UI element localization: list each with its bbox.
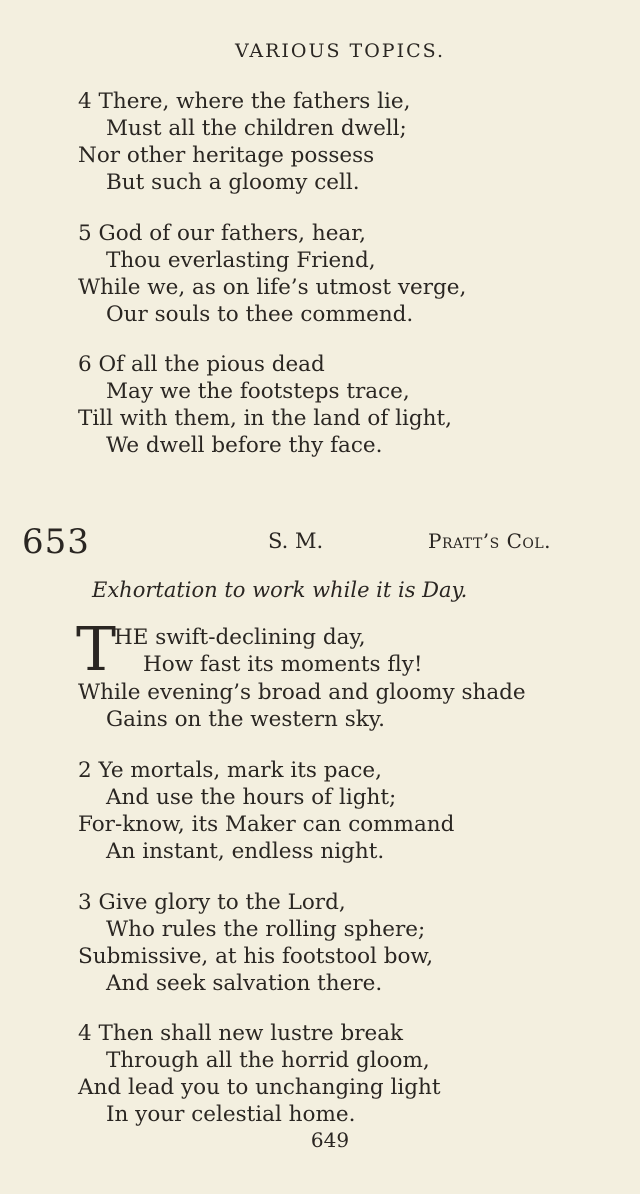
hymn-number: 653 bbox=[22, 522, 90, 562]
verse-text: Then shall new lustre break bbox=[98, 1021, 404, 1046]
stanza-line: We dwell before thy face. bbox=[106, 433, 383, 458]
stanza-line: For-know, its Maker can command bbox=[78, 812, 455, 837]
page-number: 649 bbox=[310, 1128, 350, 1152]
stanza-line: May we the footsteps trace, bbox=[106, 379, 410, 404]
verse-text: God of our fathers, hear, bbox=[98, 221, 366, 246]
stanza-line: Our souls to thee commend. bbox=[106, 302, 414, 327]
stanza-line: Must all the children dwell; bbox=[106, 116, 407, 141]
stanza-line: HE swift-declining day, bbox=[114, 625, 366, 650]
stanza-line: And use the hours of light; bbox=[106, 785, 397, 810]
stanza-line: And lead you to unchanging light bbox=[78, 1075, 441, 1100]
verse-text: Give glory to the Lord, bbox=[98, 890, 346, 915]
stanza-line: Submissive, at his footstool bow, bbox=[78, 944, 434, 969]
stanza-line: An instant, endless night. bbox=[106, 839, 385, 864]
verse-text: Of all the pious dead bbox=[98, 352, 325, 377]
hymn-meter: S. M. bbox=[268, 529, 324, 553]
verse-text: Ye mortals, mark its pace, bbox=[98, 758, 382, 783]
verse-text: There, where the fathers lie, bbox=[98, 89, 411, 114]
stanza-line: Who rules the rolling sphere; bbox=[106, 917, 426, 942]
stanza-line bbox=[78, 1020, 403, 1047]
stanza-line: While we, as on life’s utmost verge, bbox=[78, 275, 467, 300]
stanza-line bbox=[78, 88, 410, 115]
hymn-title: Exhortation to work while it is Day. bbox=[92, 578, 468, 602]
stanza-line: But such a gloomy cell. bbox=[106, 170, 360, 195]
stanza-line bbox=[78, 220, 366, 247]
stanza-line: While evening’s broad and gloomy shade bbox=[78, 680, 526, 705]
stanza-line bbox=[78, 889, 346, 916]
stanza-line: Nor other heritage possess bbox=[78, 143, 375, 168]
stanza-number: 5 bbox=[78, 221, 92, 246]
stanza-line: How fast its moments fly! bbox=[143, 652, 423, 677]
stanza-line: In your celestial home. bbox=[106, 1102, 356, 1127]
stanza-line: Thou everlasting Friend, bbox=[106, 248, 376, 273]
stanza-number: 6 bbox=[78, 352, 92, 377]
stanza-number: 3 bbox=[78, 890, 92, 915]
hymn-tune: Pratt’s Col. bbox=[428, 529, 552, 553]
running-head: VARIOUS TOPICS. bbox=[234, 40, 446, 62]
stanza-number: 4 bbox=[78, 1021, 92, 1046]
stanza-line: Through all the horrid gloom, bbox=[106, 1048, 430, 1073]
drop-cap: T bbox=[76, 615, 117, 685]
stanza-line: Gains on the western sky. bbox=[106, 707, 385, 732]
stanza-line: Till with them, in the land of light, bbox=[78, 406, 452, 431]
stanza-number: 2 bbox=[78, 758, 92, 783]
stanza-number: 4 bbox=[78, 89, 92, 114]
stanza-line: And seek salvation there. bbox=[106, 971, 383, 996]
hymn-header bbox=[0, 522, 640, 562]
stanza-line bbox=[78, 757, 382, 784]
stanza-line bbox=[78, 351, 325, 378]
